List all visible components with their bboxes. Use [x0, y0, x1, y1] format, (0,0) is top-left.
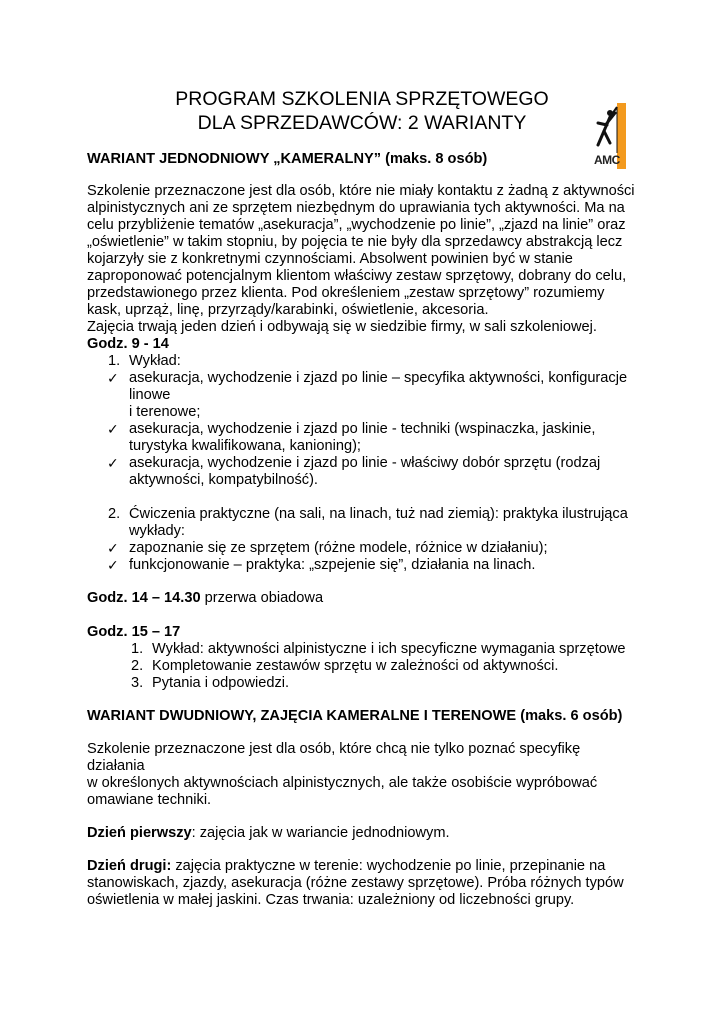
- list-number: 1.: [131, 641, 144, 657]
- checkmark-icon: ✓: [107, 540, 119, 556]
- v2-para-line: działania: [87, 758, 145, 774]
- bullet-text: asekuracja, wychodzenie i zjazd po linie - właściwy dobór sprzętu (rodzaj: [129, 455, 601, 471]
- day2-text: zajęcia praktyczne w terenie: wychodzenie po linie, przepinanie na: [171, 858, 606, 874]
- day1-label: Dzień pierwszy: [87, 825, 192, 841]
- afternoon-item: Kompletowanie zestawów sprzętu w zależności od aktywności.: [152, 658, 559, 674]
- schedule-time-2: Godz. 15 – 17: [87, 624, 181, 640]
- bullet-text: turystyka kwalifikowana, kanioning);: [129, 438, 361, 454]
- afternoon-item: Pytania i odpowiedzi.: [152, 675, 290, 691]
- bullet-text: zapoznanie się ze sprzętem (różne modele, różnice w działaniu);: [129, 540, 548, 556]
- bullet-text: linowe: [129, 387, 171, 403]
- title-line-1: PROGRAM SZKOLENIA SPRZĘTOWEGO: [175, 88, 549, 110]
- list-item-exercises-cont: wykłady:: [129, 523, 185, 539]
- checkmark-icon: ✓: [107, 557, 119, 573]
- lunch-break-label: przerwa obiadowa: [200, 590, 324, 606]
- checkmark-icon: ✓: [107, 421, 119, 437]
- v1-para-line: celu przybliżenie tematów „asekuracja”, „wychodzenie po linie”, „zjazd na linie” oraz: [87, 217, 626, 233]
- lunch-break-line: [87, 590, 323, 607]
- v1-para-line: kask, uprząż, linę, przyrządy/karabinki, oświetlenie, akcesoria.: [87, 302, 489, 318]
- afternoon-item: Wykład: aktywności alpinistyczne i ich specyficzne wymagania sprzętowe: [152, 641, 626, 657]
- schedule-time-1: Godz. 9 - 14: [87, 336, 169, 352]
- amc-logo: [590, 103, 628, 169]
- v2-para-line: omawiane techniki.: [87, 792, 212, 808]
- bullet-text: aktywności, kompatybilność).: [129, 472, 318, 488]
- list-item-exercises: Ćwiczenia praktyczne (na sali, na linach, tuż nad ziemią): praktyka ilustrująca: [129, 506, 628, 522]
- v1-para-line: alpinistycznych ani ze sprzętem niezbędnym do uprawiania tych aktywności. Ma na: [87, 200, 625, 216]
- v1-para-line: Szkolenie przeznaczone jest dla osób, które nie miały kontaktu z żadną z aktywności: [87, 183, 635, 199]
- day1-line: [87, 825, 450, 842]
- v1-para-line: Zajęcia trwają jeden dzień i odbywają się w siedzibie firmy, w sali szkoleniowej.: [87, 319, 597, 335]
- list-item-lecture: Wykład:: [129, 353, 181, 369]
- day2-line: oświetlenia w małej jaskini. Czas trwania: uzależniony od liczebności grupy.: [87, 892, 575, 908]
- logo-text: AMC: [594, 153, 620, 167]
- v1-para-line: kojarzyły sie z konkretnymi czynnościami. Absolwent powinien być w stanie: [87, 251, 573, 267]
- checkmark-icon: ✓: [107, 370, 119, 386]
- checkmark-icon: ✓: [107, 455, 119, 471]
- list-number: 2.: [131, 658, 144, 674]
- v1-para-line: przedstawionego przez klienta. Pod określeniem „zestaw sprzętowy” rozumiemy: [87, 285, 605, 301]
- day2-line: [87, 858, 605, 875]
- bullet-text: asekuracja, wychodzenie i zjazd po linie – specyfika aktywności, konfiguracje: [129, 370, 628, 386]
- list-number: 2.: [108, 506, 121, 522]
- bullet-text: i terenowe;: [129, 404, 201, 420]
- day1-text: : zajęcia jak w wariancie jednodniowym.: [191, 825, 450, 841]
- bullet-text: asekuracja, wychodzenie i zjazd po linie - techniki (wspinaczka, jaskinie,: [129, 421, 596, 437]
- v2-para-line: w określonych aktywnościach alpinistycznych, ale także osobiście wypróbować: [87, 775, 598, 791]
- list-number: 1.: [108, 353, 121, 369]
- variant1-heading: WARIANT JEDNODNIOWY „KAMERALNY” (maks. 8 osób): [87, 151, 488, 167]
- lunch-break-time: Godz. 14 – 14.30: [87, 590, 201, 606]
- variant2-heading: WARIANT DWUDNIOWY, ZAJĘCIA KAMERALNE I TERENOWE (maks. 6 osób): [87, 708, 623, 724]
- day2-label: Dzień drugi:: [87, 858, 172, 874]
- v1-para-line: zaproponować potencjalnym klientom właściwy zestaw sprzętowy, dobrany do celu,: [87, 268, 627, 284]
- bullet-text: funkcjonowanie – praktyka: „szpejenie się”, działania na linach.: [129, 557, 536, 573]
- day2-line: stanowiskach, zjazdy, asekuracja (różne zestawy sprzętowe). Próba różnych typów: [87, 875, 624, 891]
- v2-para-line: Szkolenie przeznaczone jest dla osób, które chcą nie tylko poznać specyfikę: [87, 741, 581, 757]
- title-line-2: DLA SPRZEDAWCÓW: 2 WARIANTY: [197, 112, 527, 134]
- list-number: 3.: [131, 675, 144, 691]
- v1-para-line: „oświetlenie” w takim stopniu, by pojęcia te nie były dla sprzedawcy abstrakcją lecz: [87, 234, 623, 250]
